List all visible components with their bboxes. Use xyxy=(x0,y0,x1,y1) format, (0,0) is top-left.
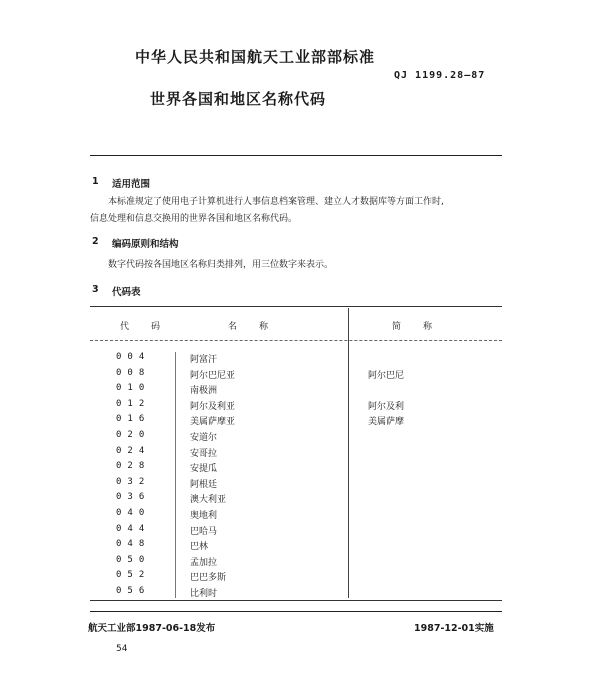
table-cell-name: 巴哈马 xyxy=(190,527,218,537)
table-cell-code: 036 xyxy=(116,492,151,502)
section-1-number: 1 xyxy=(92,176,99,187)
table-header-rule xyxy=(90,340,502,341)
section-1-heading: 适用范围 xyxy=(112,179,151,190)
section-3-number: 3 xyxy=(92,284,99,295)
table-cell-code: 052 xyxy=(116,570,151,580)
table-cell-code: 048 xyxy=(116,539,151,549)
table-cell-code: 004 xyxy=(116,352,151,362)
section-2-number: 2 xyxy=(92,236,99,247)
table-cell-code: 010 xyxy=(116,383,151,393)
title-rule xyxy=(90,155,502,156)
table-cell-code: 056 xyxy=(116,586,151,596)
table-cell-name: 阿尔巴尼亚 xyxy=(190,371,236,381)
table-cell-name: 美属萨摩亚 xyxy=(190,417,236,427)
table-cell-code: 012 xyxy=(116,399,151,409)
footer-rule xyxy=(90,611,502,612)
table-cell-short: 阿尔及利 xyxy=(368,402,405,412)
table-cell-name: 比利时 xyxy=(190,589,218,599)
document-title: 世界各国和地区名称代码 xyxy=(150,90,327,108)
table-cell-name: 安哥拉 xyxy=(190,449,218,459)
table-cell-code: 040 xyxy=(116,508,151,518)
table-cell-code: 044 xyxy=(116,524,151,534)
table-cell-code: 050 xyxy=(116,555,151,565)
header-code: 代码 xyxy=(120,322,183,332)
issue-date: 航天工业部1987-06-18发布 xyxy=(88,623,216,634)
section-1-line-2: 信息处理和信息交换用的世界各国和地区名称代码。 xyxy=(90,214,298,224)
table-cell-name: 澳大利亚 xyxy=(190,495,227,505)
header-short: 简称 xyxy=(392,322,455,332)
table-column-divider xyxy=(348,308,349,598)
table-cell-name: 阿尔及利亚 xyxy=(190,402,236,412)
section-2-text: 数字代码按各国地区名称归类排列，用三位数字来表示。 xyxy=(108,260,334,270)
table-cell-code: 032 xyxy=(116,477,151,487)
table-cell-name: 安道尔 xyxy=(190,433,218,443)
table-cell-name: 巴林 xyxy=(190,542,209,552)
table-cell-name: 巴巴多斯 xyxy=(190,573,227,583)
section-1-line-1: 本标准规定了使用电子计算机进行人事信息档案管理、建立人才数据库等方面工作时, xyxy=(108,197,444,207)
table-cell-code: 020 xyxy=(116,430,151,440)
table-cell-code: 016 xyxy=(116,414,151,424)
table-cell-short: 美属萨摩 xyxy=(368,417,405,427)
section-2-heading: 编码原则和结构 xyxy=(112,239,179,250)
header-name: 名称 xyxy=(228,322,291,332)
table-bottom-rule xyxy=(90,600,502,601)
table-cell-name: 南极洲 xyxy=(190,386,218,396)
code-name-divider xyxy=(175,352,176,598)
table-cell-name: 阿富汗 xyxy=(190,355,218,365)
standard-number: QJ 1199.28—87 xyxy=(394,70,486,81)
page-number: 54 xyxy=(116,644,128,654)
section-3-heading: 代码表 xyxy=(112,287,141,298)
issuer-header: 中华人民共和国航天工业部部标准 xyxy=(135,48,376,66)
table-cell-name: 奥地利 xyxy=(190,511,218,521)
table-cell-short: 阿尔巴尼 xyxy=(368,371,405,381)
table-cell-code: 028 xyxy=(116,461,151,471)
table-cell-name: 安提瓜 xyxy=(190,464,218,474)
table-cell-name: 孟加拉 xyxy=(190,558,218,568)
table-top-rule xyxy=(90,306,502,307)
table-cell-name: 阿根廷 xyxy=(190,480,218,490)
effective-date: 1987-12-01实施 xyxy=(414,623,494,634)
table-cell-code: 024 xyxy=(116,446,151,456)
table-cell-code: 008 xyxy=(116,368,151,378)
